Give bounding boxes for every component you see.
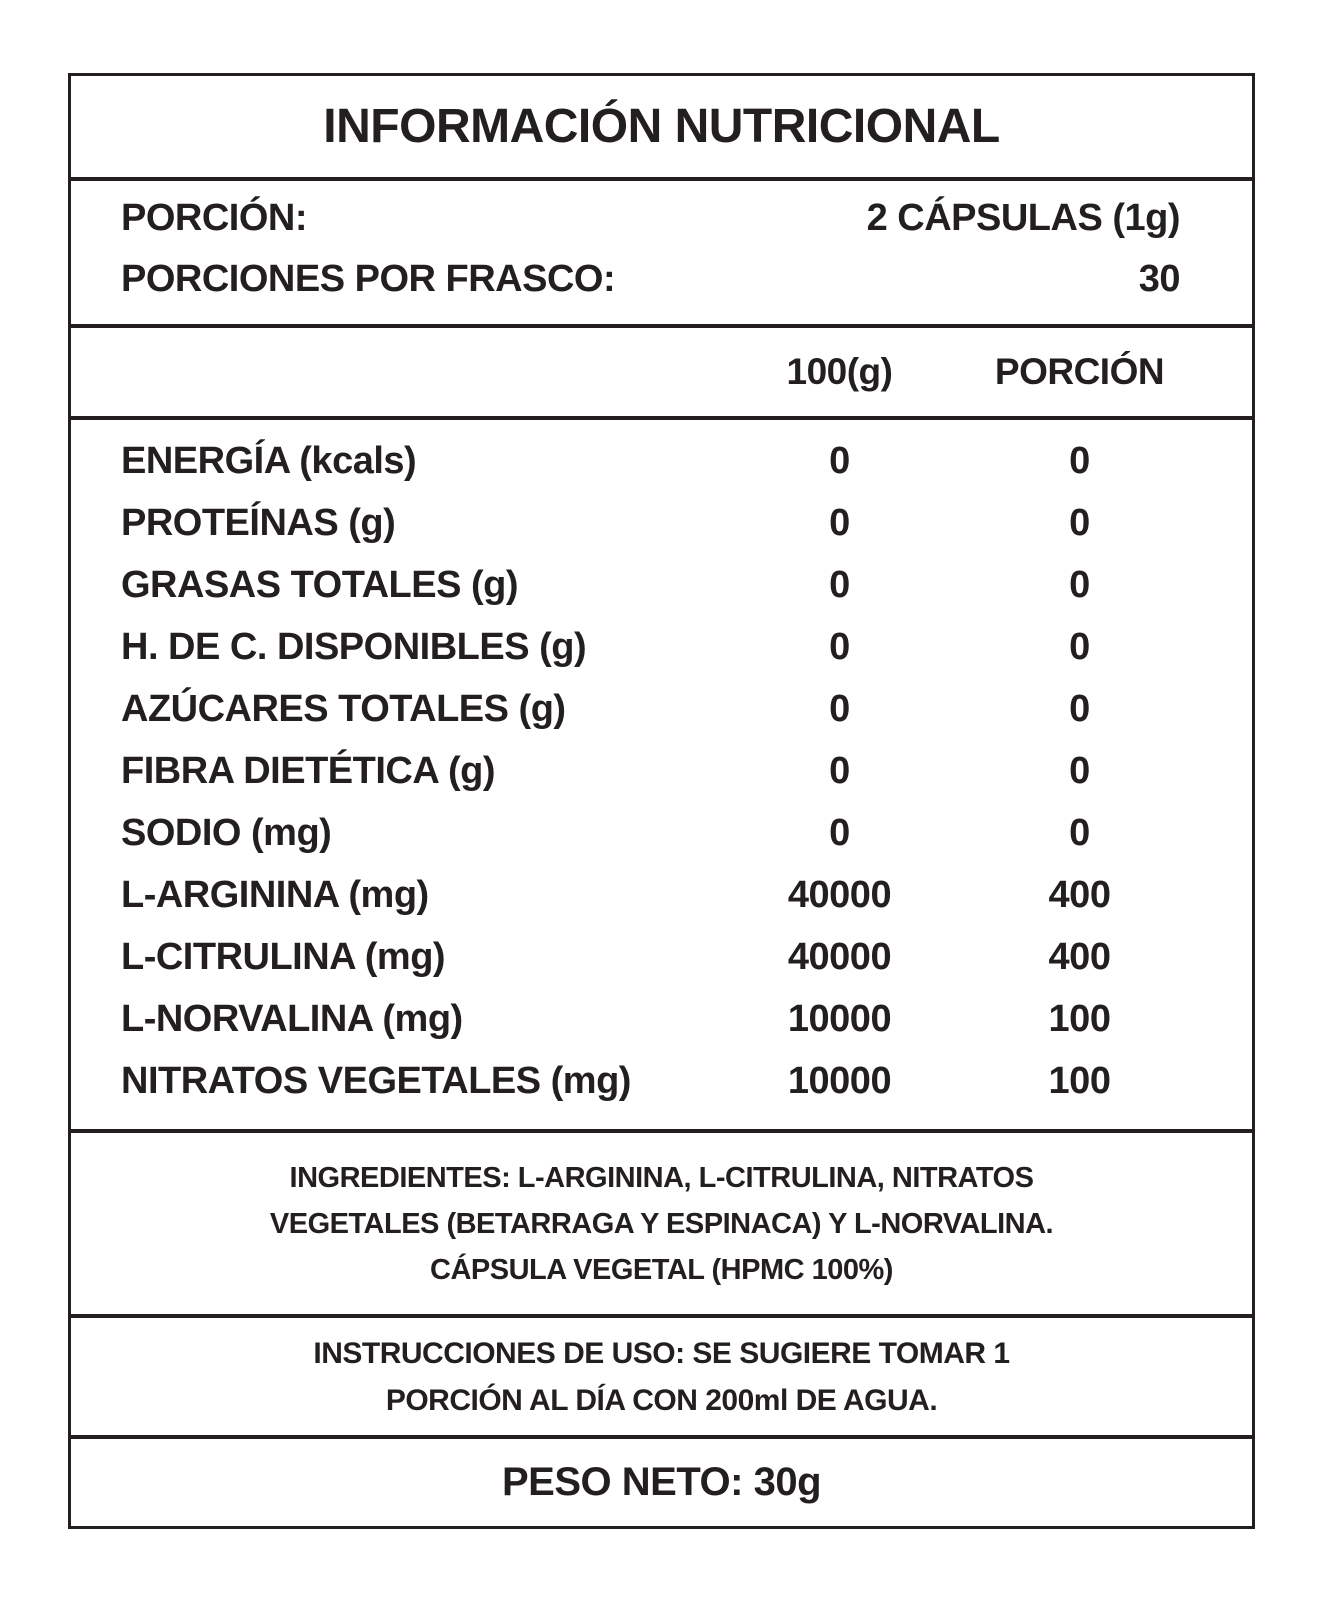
servings-per-container-value: 30: [1138, 258, 1180, 300]
column-header-porcion: PORCIÓN: [994, 351, 1165, 392]
value-per-porcion: 0: [1069, 563, 1090, 606]
value-per-porcion: 0: [1069, 501, 1090, 544]
table-row: [121, 740, 1212, 802]
nutrition-facts-label: [68, 73, 1255, 1529]
nutrient-name: L-CITRULINA (mg): [121, 935, 446, 978]
value-per-100g: 0: [829, 687, 850, 730]
value-per-porcion: 100: [1048, 1059, 1111, 1102]
instructions-line: INSTRUCCIONES DE USO: SE SUGIERE TOMAR 1: [313, 1336, 1010, 1370]
serving-size-value: 2 CÁPSULAS (1g): [866, 197, 1180, 239]
table-row: [121, 926, 1212, 988]
ingredients-line: VEGETALES (BETARRAGA Y ESPINACA) Y L-NORVALINA.: [269, 1207, 1054, 1240]
table-row: [121, 802, 1212, 864]
nutrient-name: L-ARGININA (mg): [121, 873, 429, 916]
table-row: [121, 988, 1212, 1050]
title-section: [71, 76, 1252, 177]
instructions-line: PORCIÓN AL DÍA CON 200ml DE AGUA.: [385, 1383, 938, 1417]
value-per-porcion: 0: [1069, 687, 1090, 730]
nutrient-name: ENERGÍA (kcals): [121, 439, 417, 482]
table-row: [121, 492, 1212, 554]
value-per-100g: 0: [829, 439, 850, 482]
value-per-porcion: 100: [1048, 997, 1111, 1040]
nutrient-name: AZÚCARES TOTALES (g): [121, 687, 566, 730]
table-row: [121, 1050, 1212, 1112]
nutrient-name: H. DE C. DISPONIBLES (g): [121, 625, 587, 668]
nutrient-name: SODIO (mg): [121, 811, 332, 854]
value-per-porcion: 400: [1048, 935, 1111, 978]
serving-size-label: PORCIÓN:: [121, 197, 307, 239]
instructions-section: [71, 1314, 1252, 1435]
ingredients-line: CÁPSULA VEGETAL (HPMC 100%): [430, 1253, 893, 1286]
column-header-section: [71, 324, 1252, 416]
servings-per-container-row: [121, 258, 1180, 319]
net-weight-section: [71, 1435, 1252, 1526]
table-row: [121, 678, 1212, 740]
nutrient-name: NITRATOS VEGETALES (mg): [121, 1059, 631, 1102]
nutrient-name: FIBRA DIETÉTICA (g): [121, 749, 495, 792]
value-per-100g: 0: [829, 501, 850, 544]
nutrient-name: L-NORVALINA (mg): [121, 997, 463, 1040]
nutrient-name: GRASAS TOTALES (g): [121, 563, 519, 606]
value-per-porcion: 400: [1048, 873, 1111, 916]
value-per-100g: 0: [829, 749, 850, 792]
value-per-100g: 40000: [787, 873, 892, 916]
serving-size-row: [121, 197, 1180, 258]
table-row: [121, 616, 1212, 678]
ingredients-line: INGREDIENTES: L-ARGININA, L-CITRULINA, NITRATOS: [289, 1161, 1034, 1194]
serving-info-section: [71, 177, 1252, 324]
column-header-per-100g: 100(g): [786, 351, 893, 392]
ingredients-section: [71, 1129, 1252, 1314]
value-per-porcion: 0: [1069, 439, 1090, 482]
table-row: [121, 864, 1212, 926]
net-weight-text: PESO NETO: 30g: [501, 1460, 821, 1504]
table-row: [121, 554, 1212, 616]
value-per-100g: 0: [829, 563, 850, 606]
value-per-porcion: 0: [1069, 625, 1090, 668]
label-title: INFORMACIÓN NUTRICIONAL: [323, 100, 1000, 153]
value-per-100g: 0: [829, 625, 850, 668]
value-per-porcion: 0: [1069, 749, 1090, 792]
table-row: [121, 430, 1212, 492]
column-header-row: [121, 328, 1212, 416]
nutrient-table-section: [71, 416, 1252, 1129]
value-per-100g: 10000: [787, 997, 892, 1040]
nutrient-name: PROTEÍNAS (g): [121, 501, 396, 544]
servings-per-container-label: PORCIONES POR FRASCO:: [121, 258, 616, 300]
value-per-porcion: 0: [1069, 811, 1090, 854]
value-per-100g: 0: [829, 811, 850, 854]
value-per-100g: 40000: [787, 935, 892, 978]
value-per-100g: 10000: [787, 1059, 892, 1102]
